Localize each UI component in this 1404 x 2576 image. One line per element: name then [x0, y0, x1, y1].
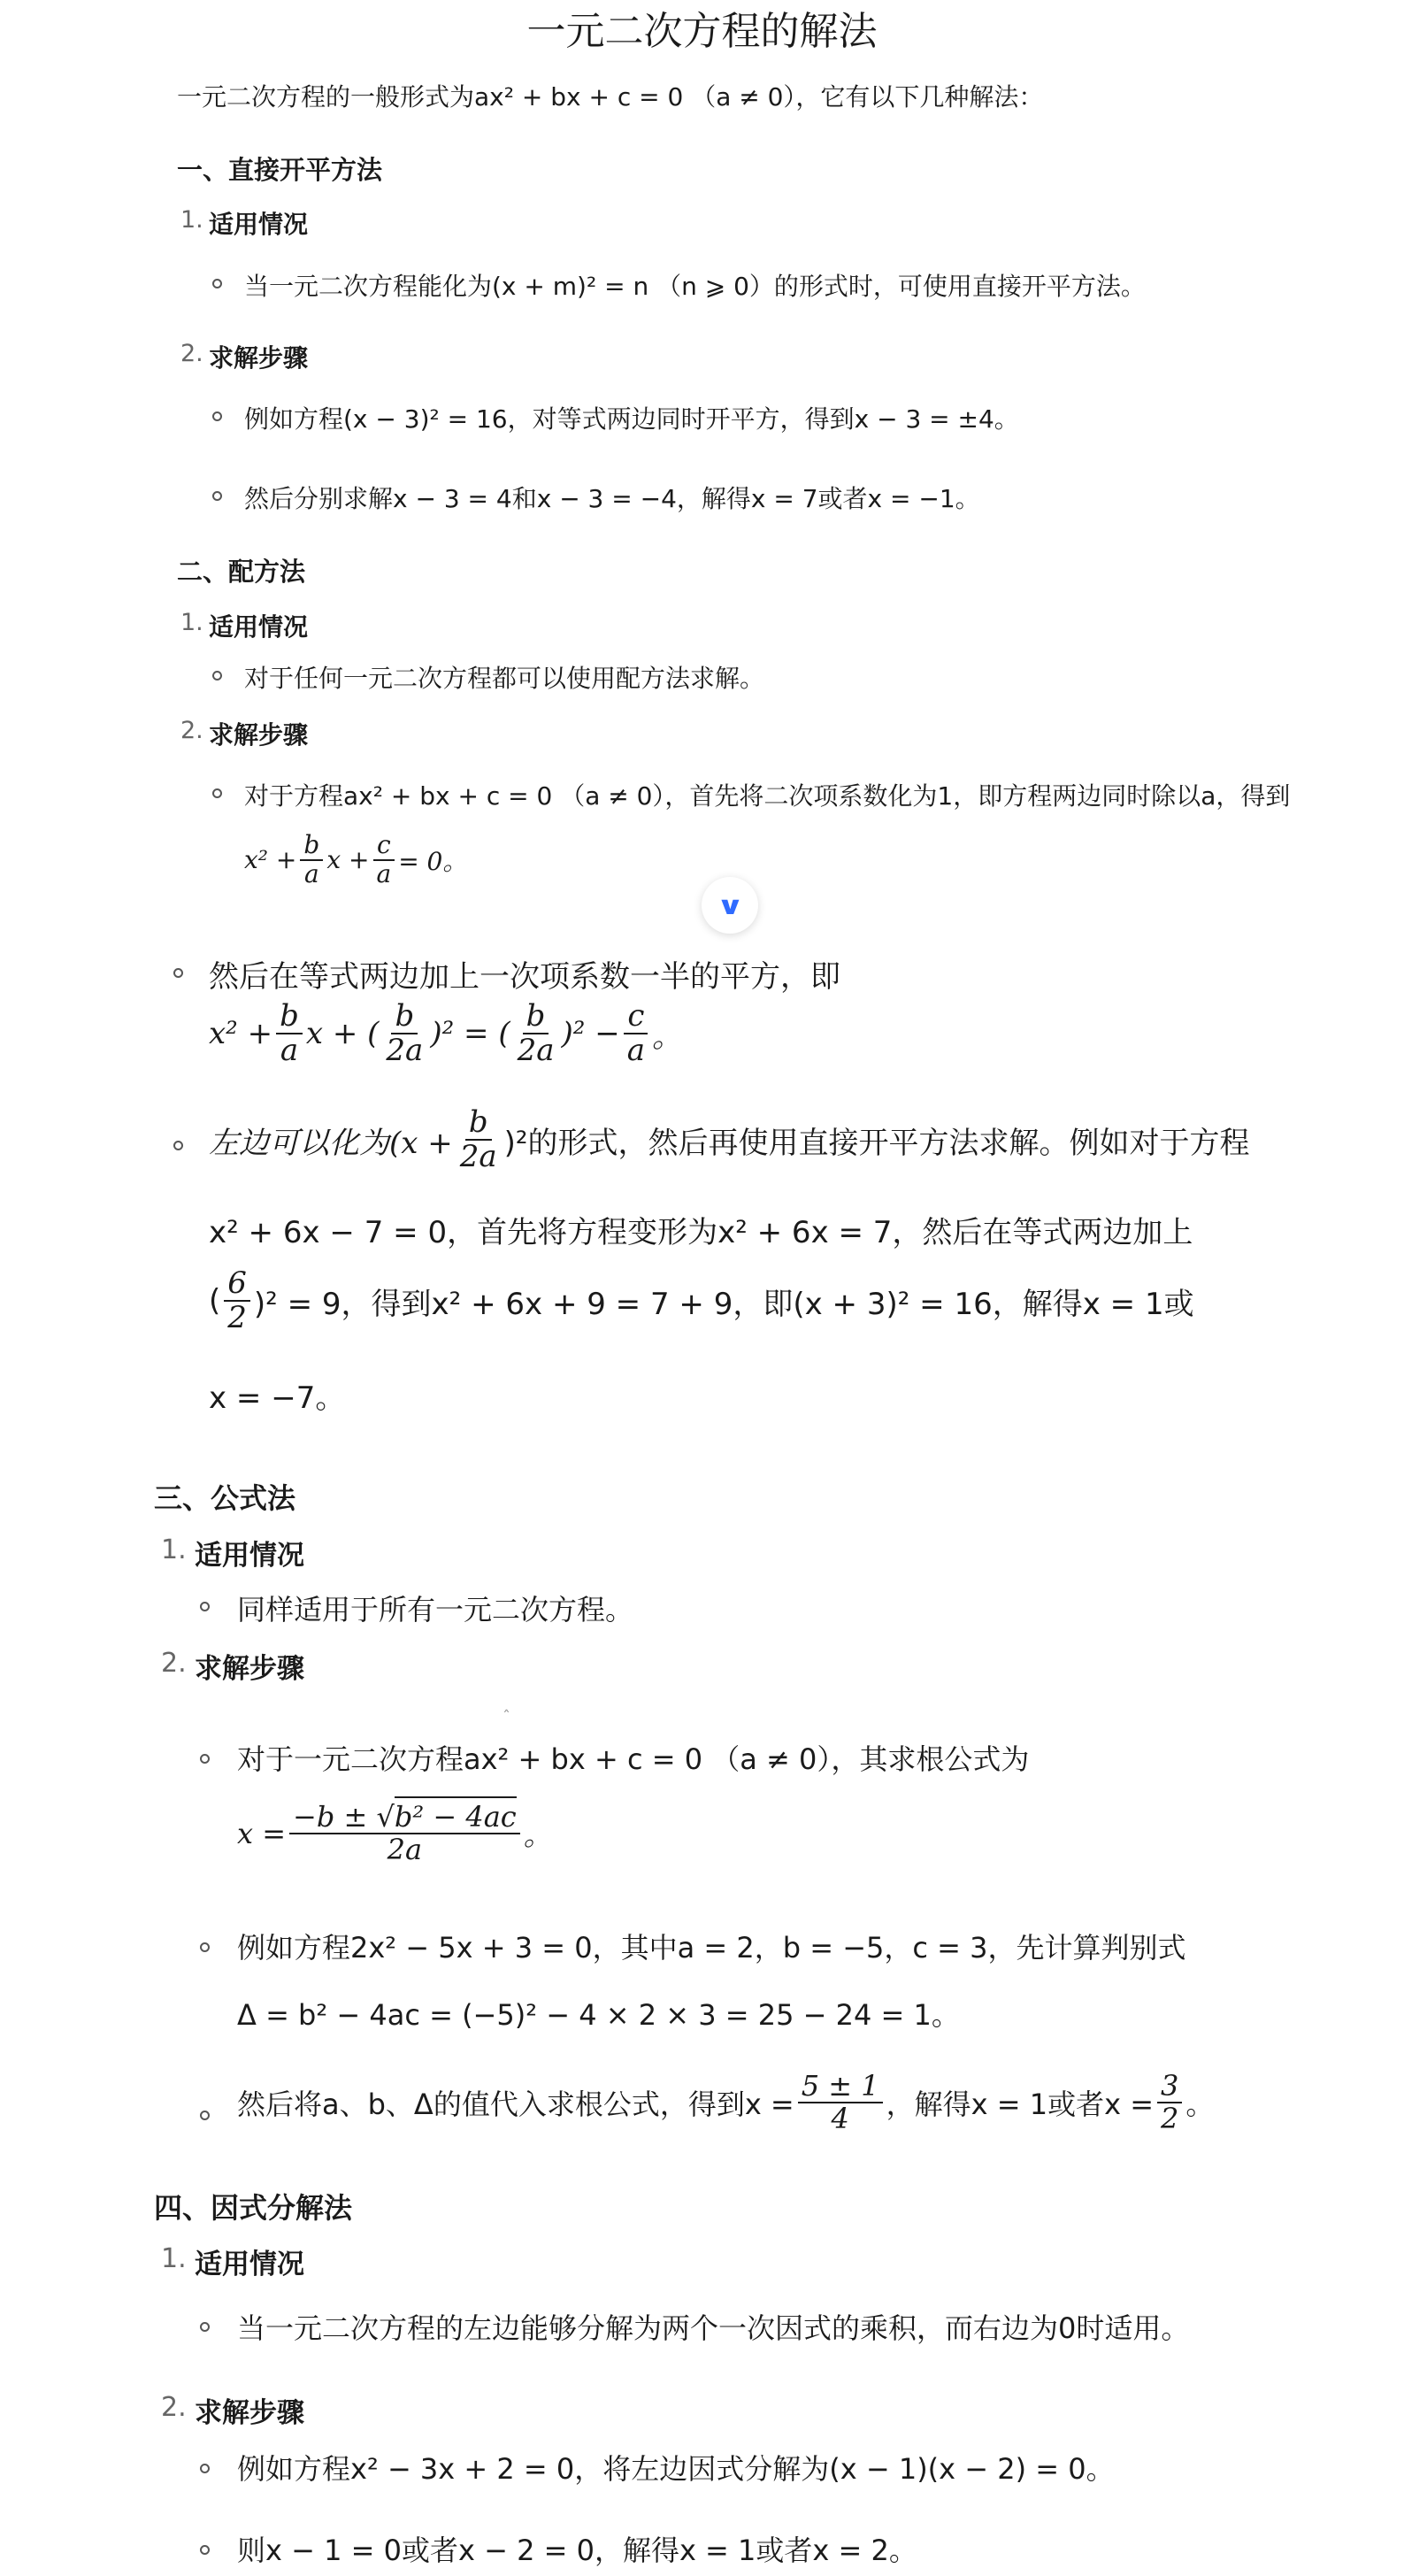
list-number: 2. [180, 717, 203, 744]
bullet-icon [200, 1942, 210, 1952]
fraction-numerator: b [276, 1000, 303, 1034]
bullet-icon [200, 1754, 210, 1764]
intro-text: 一元二次方程的一般形式为ax² + bx + c = 0 （a ≠ 0），它有以下几种解法： [177, 82, 1044, 111]
scroll-down-button[interactable] [702, 877, 758, 934]
fraction-denominator: 2a [459, 1139, 497, 1175]
list-number: 2. [161, 2392, 187, 2423]
fraction [798, 2071, 883, 2134]
paragraph [209, 1267, 1194, 1335]
fraction-numerator: b [391, 1000, 418, 1034]
bullet-icon [173, 1141, 183, 1150]
page-title: 一元二次方程的解法 [526, 9, 878, 54]
paragraph: 当一元二次方程能化为(x + m)² = n （n ⩾ 0）的形式时，可使用直接开平方法。 [244, 272, 1146, 301]
paragraph [237, 2071, 1214, 2134]
paragraph-text: )² = 9，得到x² + 6x + 9 = 7 + 9，即(x + 3)² = 16，解得x = 1或 [253, 1286, 1194, 1322]
list-label-steps: 求解步骤 [195, 2397, 304, 2429]
paragraph: 对于一元二次方程ax² + bx + c = 0 （a ≠ 0），其求根公式为 [237, 1742, 1030, 1776]
fraction-numerator: b [300, 832, 323, 861]
equation-part: )² − [561, 1016, 620, 1052]
fraction [456, 1106, 501, 1174]
equation-part: 。 [1185, 2088, 1215, 2122]
list-label-case: 适用情况 [209, 612, 309, 642]
fraction-numerator: 3 [1157, 2071, 1182, 2103]
bullet-icon [212, 671, 222, 681]
equation-part: x² + [209, 1016, 273, 1052]
fraction-denominator: 2 [1161, 2102, 1179, 2136]
fraction [382, 1000, 426, 1068]
bullet-icon [200, 2111, 210, 2120]
paragraph-text: 然后将a、b、Δ的值代入求根公式，得到x = [237, 2088, 794, 2122]
paragraph: 然后在等式两边加上一次项系数一半的平方，即 [209, 959, 840, 995]
paragraph: 例如方程2x² − 5x + 3 = 0，其中a = 2，b = −5，c = 3，先计算判别式 [237, 1931, 1186, 1965]
list-number: 1. [180, 609, 203, 636]
equation-part: 。 [651, 1019, 682, 1055]
fraction-denominator: 2a [386, 1033, 424, 1069]
list-number: 2. [161, 1648, 187, 1679]
list-label-case: 适用情况 [209, 210, 309, 239]
fraction [624, 1000, 648, 1068]
equation-part: )² = ( [430, 1016, 510, 1052]
paragraph: 则x − 1 = 0或者x − 2 = 0，解得x = 1或者x = 2。 [237, 2534, 917, 2567]
equation-part: −b ± [293, 1800, 368, 1834]
equation-part: = 0。 [398, 846, 468, 876]
section-heading-2: 二、配方法 [177, 557, 306, 587]
fraction [514, 1000, 558, 1068]
paragraph: 例如方程(x − 3)² = 16，对等式两边同时开平方，得到x − 3 = ±4。 [244, 404, 1019, 434]
bullet-icon [200, 2464, 210, 2473]
bullet-icon [212, 279, 222, 288]
fraction [300, 832, 323, 888]
list-number: 1. [161, 2243, 187, 2274]
list-number: 1. [161, 1534, 187, 1565]
fraction-numerator: −b ± √b² − 4ac [289, 1802, 520, 1834]
section-heading-1: 一、直接开平方法 [177, 155, 383, 185]
fraction-denominator: 2a [387, 1833, 423, 1867]
bullet-icon [200, 2545, 210, 2555]
list-label-case: 适用情况 [195, 2249, 304, 2280]
fraction-numerator: c [373, 832, 395, 861]
fraction-numerator: b [523, 1000, 549, 1034]
fraction-denominator: a [304, 858, 319, 888]
radicand: b² − 4ac [395, 1796, 517, 1834]
caret-mark: ˆ [503, 1708, 510, 1726]
paragraph: 对于任何一元二次方程都可以使用配方法求解。 [244, 664, 765, 693]
fraction-numerator: 6 [224, 1267, 250, 1302]
fraction-numerator: 5 ± 1 [798, 2071, 883, 2103]
paragraph [209, 1106, 1250, 1174]
fraction-denominator: a [280, 1033, 299, 1069]
fraction [372, 832, 395, 888]
list-label-steps: 求解步骤 [195, 1653, 304, 1685]
section-heading-4: 四、因式分解法 [154, 2191, 353, 2225]
bullet-icon [200, 2322, 210, 2332]
paragraph: 同样适用于所有一元二次方程。 [237, 1593, 634, 1626]
paragraph: 对于方程ax² + bx + c = 0 （a ≠ 0），首先将二次项系数化为1，即方程两边同时除以a，得到 [244, 781, 1291, 811]
equation-part: x + [326, 845, 370, 875]
paragraph: x = −7。 [209, 1380, 346, 1416]
fraction-numerator: c [624, 1000, 648, 1034]
fraction-denominator: a [626, 1033, 645, 1069]
fraction-numerator: b [465, 1106, 492, 1141]
bullet-icon [212, 491, 222, 501]
fraction-denominator: 2 [227, 1300, 247, 1336]
paragraph: 当一元二次方程的左边能够分解为两个一次因式的乘积，而右边为0时适用。 [237, 2311, 1190, 2345]
bullet-icon [200, 1602, 210, 1611]
equation-part: x² + [244, 845, 297, 875]
quadratic-formula [237, 1802, 552, 1865]
chevron-down-icon: ∨ [716, 890, 744, 920]
fraction [1157, 2071, 1182, 2134]
equation-part: x = [237, 1817, 287, 1851]
paragraph-text: )²的形式，然后再使用直接开平方法求解。例如对于方程 [503, 1125, 1250, 1161]
list-label-case: 适用情况 [195, 1540, 304, 1572]
equation-part: ( [209, 1283, 221, 1319]
list-number: 1. [180, 206, 203, 234]
paragraph: 例如方程x² − 3x + 2 = 0，将左边因式分解为(x − 1)(x − 2) = 0。 [237, 2452, 1115, 2486]
fraction-denominator: a [376, 858, 392, 888]
fraction [224, 1267, 250, 1335]
bullet-icon [212, 788, 222, 798]
section-heading-3: 三、公式法 [154, 1481, 296, 1515]
equation [244, 832, 467, 888]
list-number: 2. [180, 340, 203, 367]
fraction-denominator: 4 [831, 2102, 849, 2136]
equation [209, 1000, 682, 1068]
paragraph: 然后分别求解x − 3 = 4和x − 3 = −4，解得x = 7或者x = −1。 [244, 484, 980, 513]
list-label-steps: 求解步骤 [209, 720, 309, 750]
list-label-steps: 求解步骤 [209, 343, 309, 373]
paragraph: x² + 6x − 7 = 0，首先将方程变形为x² + 6x = 7，然后在等式两边加上 [209, 1215, 1193, 1250]
equation-part: 左边可以化为(x + [209, 1125, 453, 1161]
paragraph: Δ = b² − 4ac = (−5)² − 4 × 2 × 3 = 25 − 24 = 1。 [237, 1998, 960, 2032]
fraction [276, 1000, 303, 1068]
bullet-icon [173, 968, 183, 978]
fraction [289, 1802, 520, 1865]
bullet-icon [212, 411, 222, 421]
paragraph-text: ，解得x = 1或者x = [886, 2088, 1155, 2122]
equation-part: 。 [523, 1819, 552, 1853]
equation-part: x + ( [305, 1016, 380, 1052]
fraction-denominator: 2a [517, 1033, 555, 1069]
